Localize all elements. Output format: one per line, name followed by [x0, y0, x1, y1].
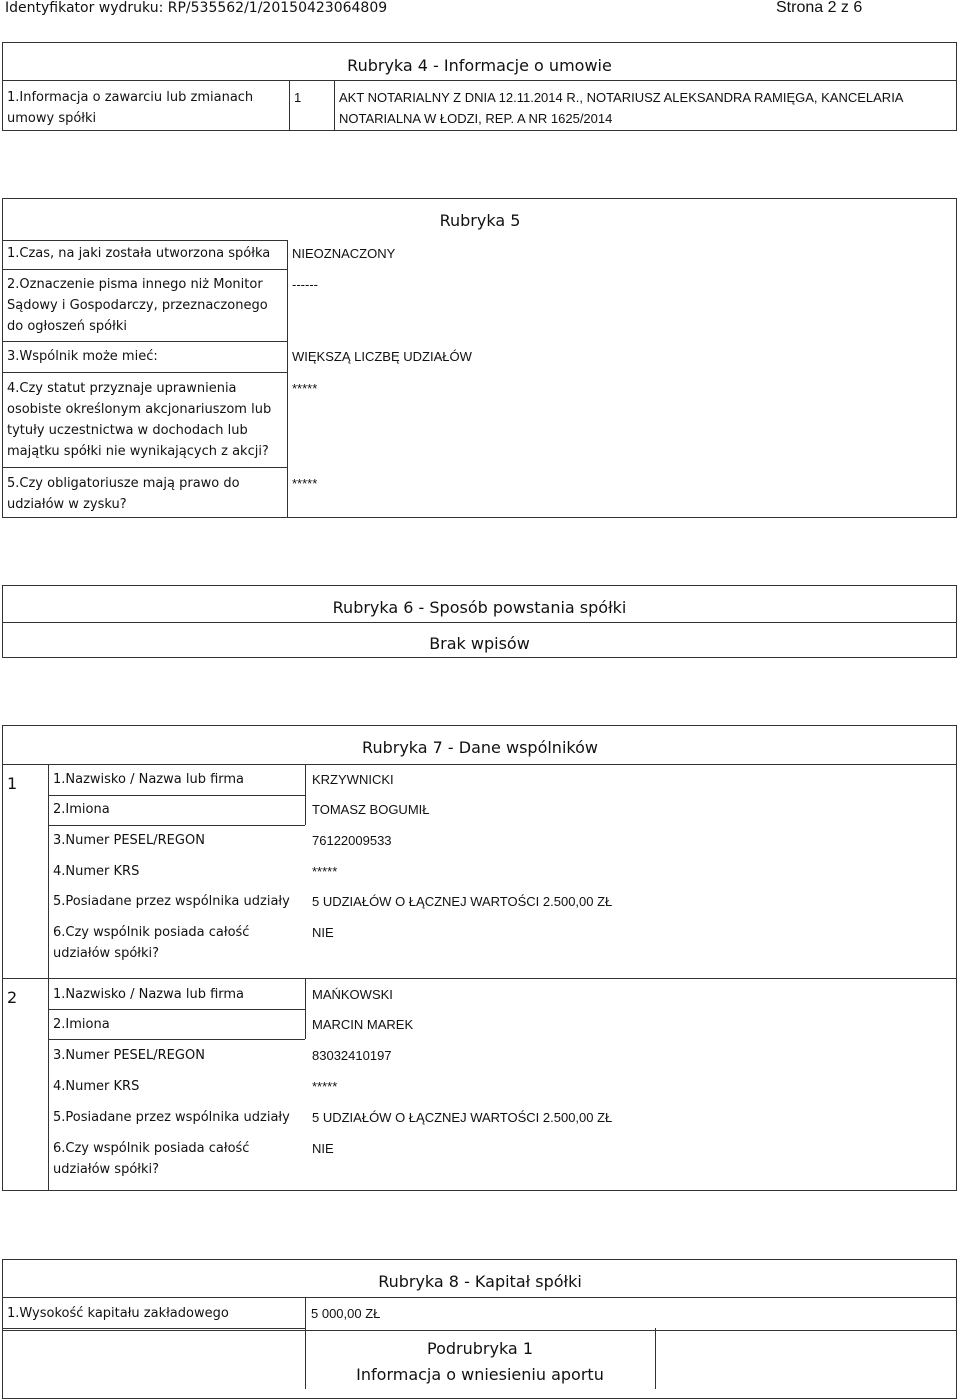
- divider: [2, 1297, 957, 1298]
- divider: [48, 795, 305, 796]
- divider: [305, 1297, 306, 1328]
- partner-label: 6.Czy wspólnik posiada całość udziałów spółki?: [53, 1141, 250, 1177]
- partner-label: 4.Numer KRS: [53, 1079, 140, 1094]
- divider: [2, 978, 957, 979]
- partner-label: 1.Nazwisko / Nazwa lub firma: [53, 772, 245, 787]
- rubryka-5-label: 1.Czas, na jaki została utworzona spółka: [7, 246, 271, 261]
- rubryka-5-label: 4.Czy statut przyznaje uprawnienia osobiste określonym akcjonariuszom lub tytuły uczestnictwa w dochodach lub majątku spółki nie wynikających z akcji?: [7, 381, 272, 459]
- rubryka-5-value: *****: [292, 381, 318, 396]
- divider: [305, 764, 306, 825]
- divider: [2, 1330, 957, 1331]
- rubryka-5-label: 5.Czy obligatoriusze mają prawo do udziałów w zysku?: [7, 476, 240, 512]
- divider: [2, 240, 287, 241]
- partner-value: KRZYWNICKI: [312, 772, 394, 787]
- divider: [2, 622, 957, 623]
- rubryka-5-value: WIĘKSZĄ LICZBĘ UDZIAŁÓW: [292, 349, 472, 364]
- rubryka-5-title: Rubryka 5: [439, 211, 521, 230]
- rubryka-4-title: Rubryka 4 - Informacje o umowie: [347, 56, 612, 75]
- divider: [48, 1039, 305, 1040]
- partner-label: 6.Czy wspólnik posiada całość udziałów spółki?: [53, 925, 250, 961]
- partner-number: 2: [7, 988, 18, 1007]
- partner-value: MAŃKOWSKI: [312, 987, 393, 1002]
- partner-number: 1: [7, 774, 18, 793]
- rubryka-6-title: Rubryka 6 - Sposób powstania spółki: [332, 598, 627, 617]
- partner-value: 5 UDZIAŁÓW O ŁĄCZNEJ WARTOŚCI 2.500,00 ZŁ: [312, 894, 613, 909]
- divider: [2, 341, 287, 342]
- rubryka-5-label: 2.Oznaczenie pisma innego niż Monitor Sądowy i Gospodarczy, przeznaczonego do ogłoszeń spółki: [7, 277, 268, 334]
- divider: [289, 80, 290, 131]
- divider: [334, 80, 335, 131]
- divider: [2, 764, 957, 765]
- divider: [2, 372, 287, 373]
- partner-value: *****: [312, 1079, 338, 1094]
- rubryka-7-title: Rubryka 7 - Dane wspólników: [362, 738, 598, 757]
- subsection-subtitle: Informacja o wniesieniu aportu: [356, 1365, 604, 1384]
- partner-label: 2.Imiona: [53, 1017, 110, 1032]
- capital-value: 5 000,00 ZŁ: [311, 1306, 381, 1321]
- rubryka-5-value: *****: [292, 476, 318, 491]
- rubryka-4-number: 1: [294, 90, 302, 105]
- divider: [2, 80, 957, 81]
- partner-label: 4.Numer KRS: [53, 864, 140, 879]
- divider: [48, 764, 49, 1191]
- capital-label: 1.Wysokość kapitału zakładowego: [7, 1306, 229, 1321]
- divider: [48, 1009, 305, 1010]
- divider: [287, 240, 288, 518]
- divider: [305, 978, 306, 1039]
- rubryka-5-value: ------: [292, 277, 318, 292]
- subsection-title: Podrubryka 1: [427, 1339, 533, 1358]
- print-id: Identyfikator wydruku: RP/535562/1/20150423064809: [5, 0, 388, 16]
- partner-value: NIE: [312, 1141, 334, 1156]
- partner-label: 3.Numer PESEL/REGON: [53, 1048, 205, 1063]
- partner-label: 5.Posiadane przez wspólnika udziały: [53, 894, 290, 909]
- rubryka-8-title: Rubryka 8 - Kapitał spółki: [378, 1272, 582, 1291]
- divider: [2, 269, 287, 270]
- rubryka-5-label: 3.Wspólnik może mieć:: [7, 349, 158, 364]
- partner-label: 1.Nazwisko / Nazwa lub firma: [53, 987, 245, 1002]
- page-number: Strona 2 z 6: [776, 0, 863, 16]
- partner-label: 5.Posiadane przez wspólnika udziały: [53, 1110, 290, 1125]
- partner-value: *****: [312, 864, 338, 879]
- partner-value: MARCIN MAREK: [312, 1017, 414, 1032]
- divider: [655, 1328, 656, 1389]
- divider: [2, 467, 287, 468]
- partner-value: TOMASZ BOGUMIŁ: [312, 802, 430, 817]
- rubryka-5-value: NIEOZNACZONY: [292, 246, 396, 261]
- partner-label: 3.Numer PESEL/REGON: [53, 833, 205, 848]
- rubryka-4-value: AKT NOTARIALNY Z DNIA 12.11.2014 R., NOTARIUSZ ALEKSANDRA RAMIĘGA, KANCELARIA NOTARIALNA W ŁODZI, REP. A NR 1625/2014: [339, 90, 903, 126]
- divider: [48, 825, 305, 826]
- partner-label: 2.Imiona: [53, 802, 110, 817]
- rubryka-4-label: 1.Informacja o zawarciu lub zmianach umowy spółki: [7, 90, 254, 126]
- partner-value: 76122009533: [312, 833, 392, 848]
- rubryka-6-empty-note: Brak wpisów: [429, 634, 530, 653]
- partner-value: 83032410197: [312, 1048, 392, 1063]
- partner-value: NIE: [312, 925, 334, 940]
- partner-value: 5 UDZIAŁÓW O ŁĄCZNEJ WARTOŚCI 2.500,00 ZŁ: [312, 1110, 613, 1125]
- divider: [2, 1328, 305, 1329]
